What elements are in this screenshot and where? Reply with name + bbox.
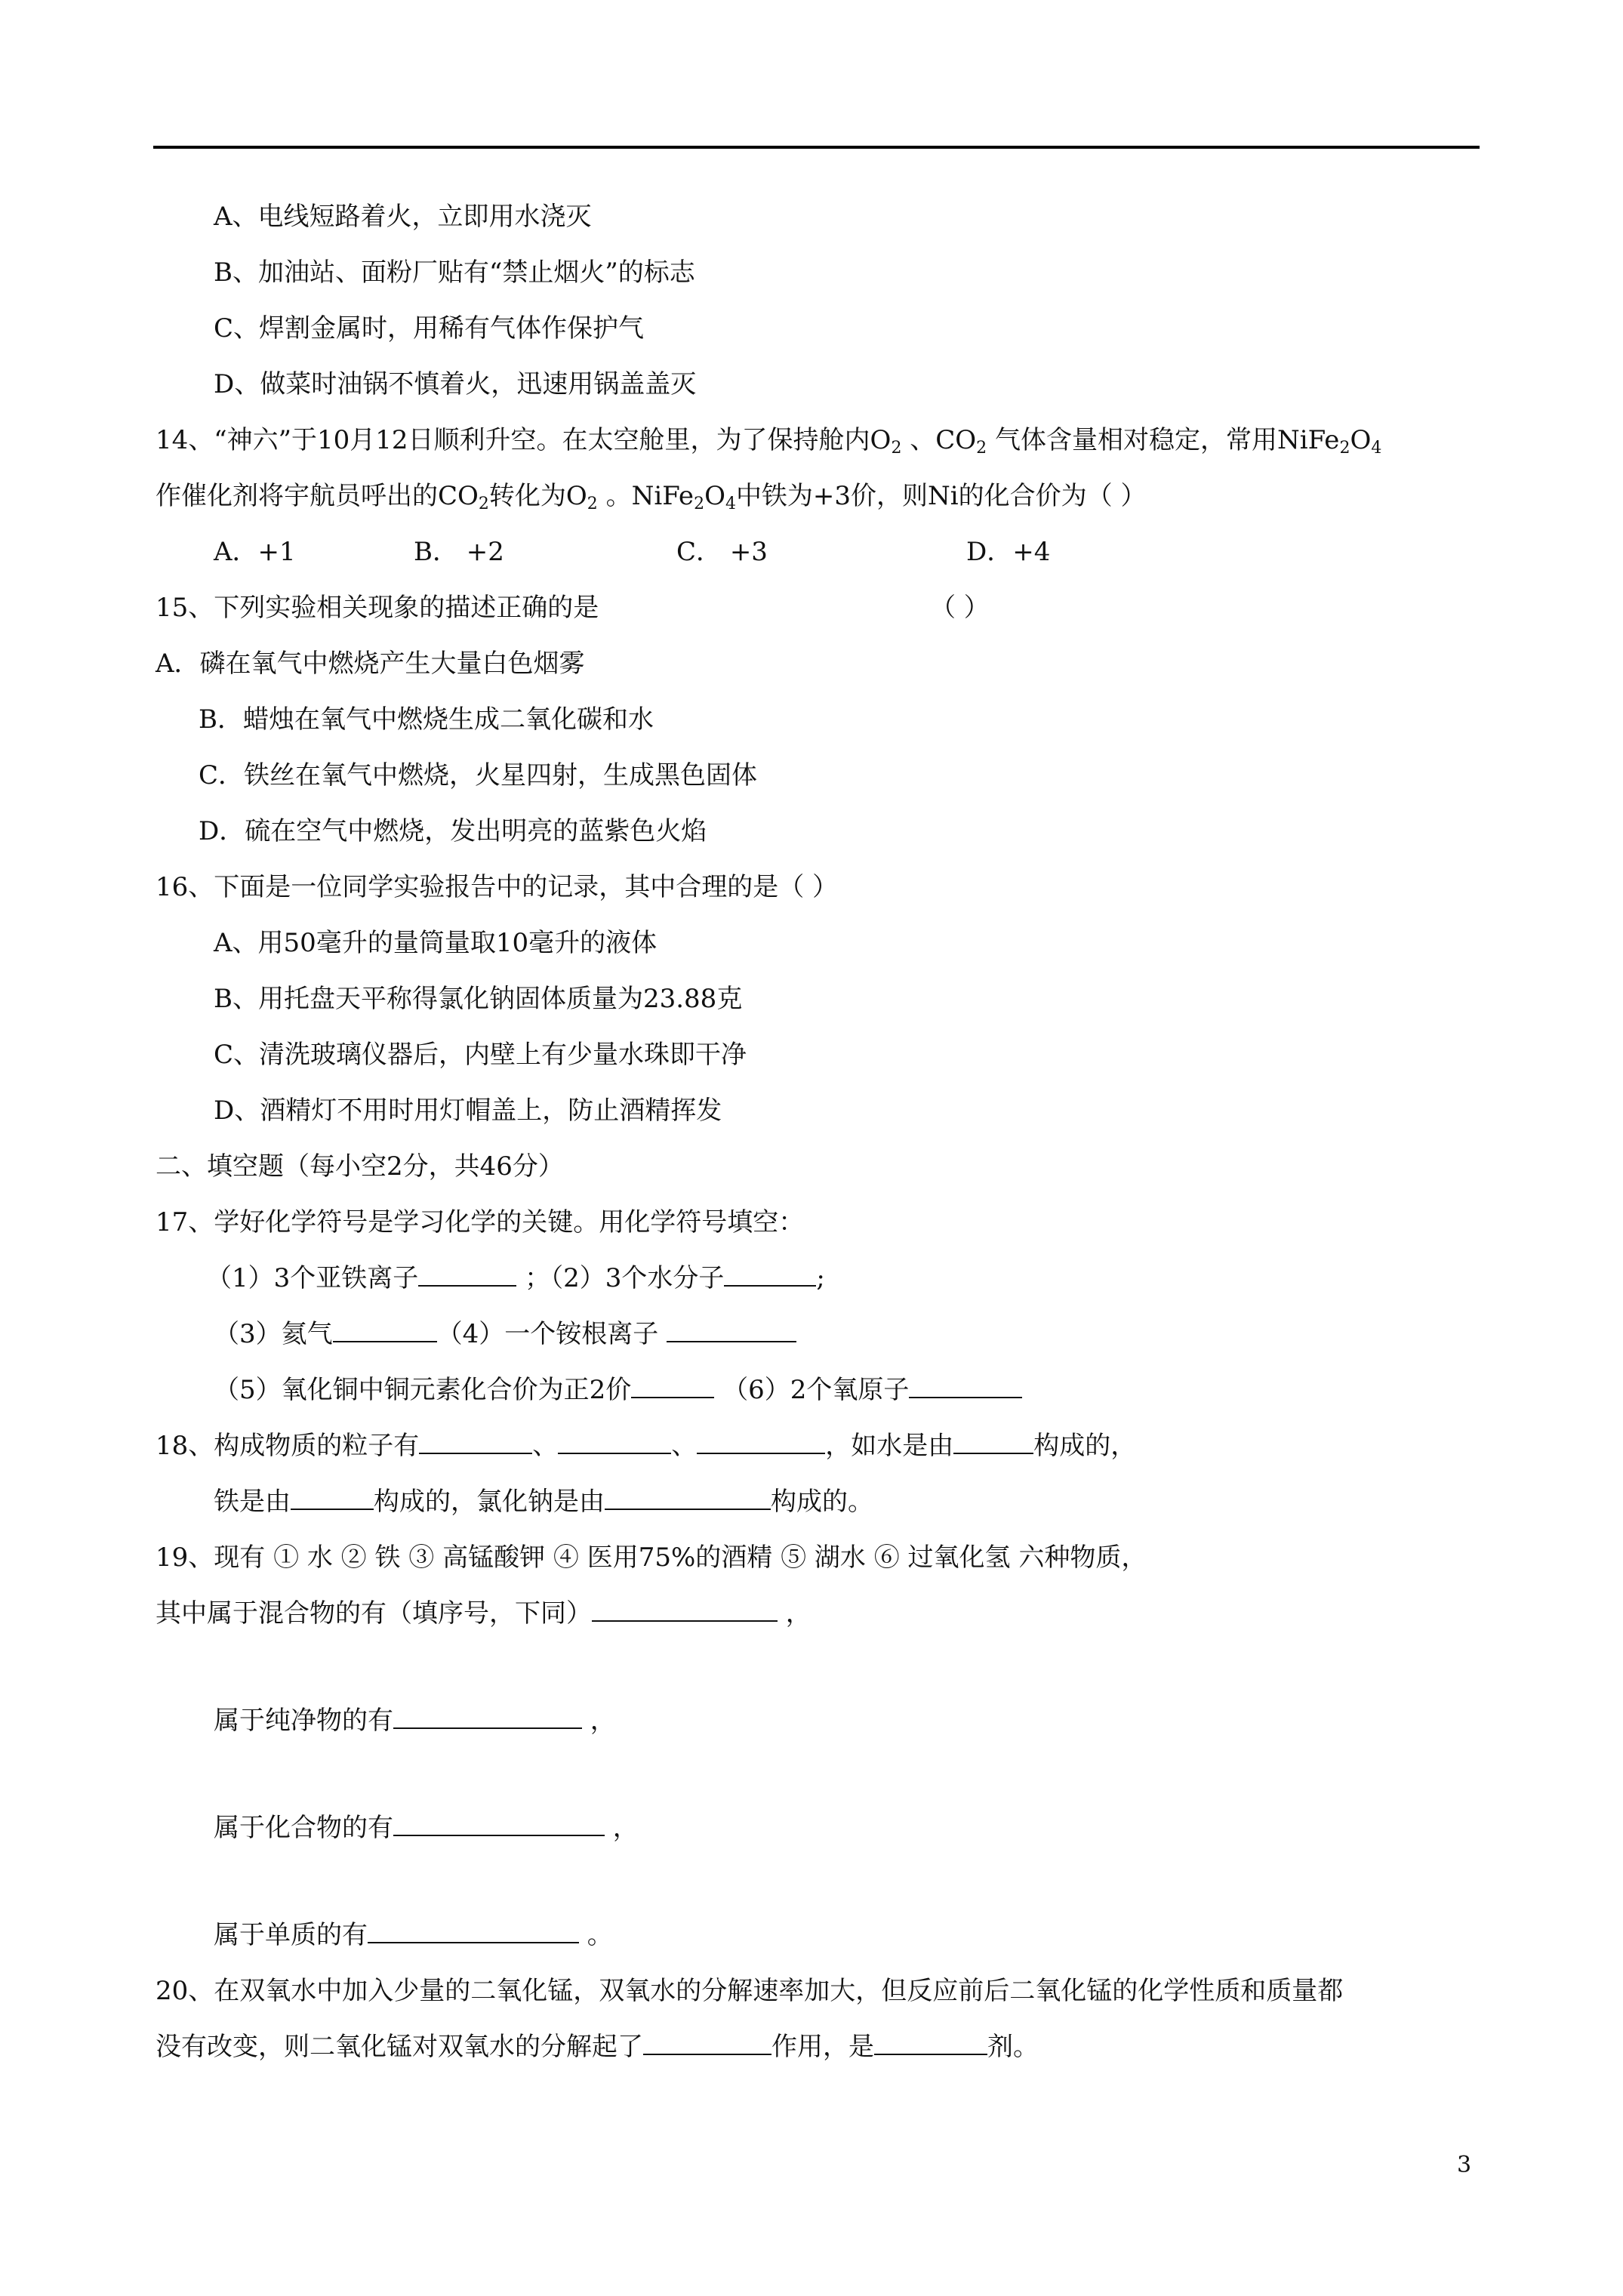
q16-option-d: D、酒精灯不用时用灯帽盖上，防止酒精挥发 [214,1096,722,1126]
q13-option-c: C、焊割金属时，用稀有气体作保护气 [214,313,645,344]
answer-blank [393,1705,582,1729]
q14-stem-line2: 作催化剂将宇航员呼出的$CO_2$转化为$O_2$ 。$NiFe_2O_4$中铁为+3价，则Ni的化合价为（ ） [156,481,1147,513]
q15-option-d: D．硫在空气中燃烧，发出明亮的蓝紫色火焰 [199,816,707,846]
q14-option-d: D．+4 [966,537,1051,567]
q15-option-a: A．磷在氧气中燃烧产生大量白色烟雾 [156,649,585,679]
answer-blank [909,1374,1022,1398]
q16-option-b: B、用托盘天平称得氯化钠固体质量为23.88克 [214,984,743,1014]
q16-stem: 16、下面是一位同学实验报告中的记录，其中合理的是（ ） [156,872,839,902]
q18-line1: 18、构成物质的粒子有 、 、 ，如水是由 构成的， [156,1431,1137,1461]
q19-pure-substances: 属于纯净物的有 ， [214,1706,616,1736]
q18-line2: 铁是由 构成的，氯化钠是由 构成的。 [214,1487,873,1517]
q15-option-c: C．铁丝在氧气中燃烧，火星四射，生成黑色固体 [199,760,758,791]
q15-option-b: B．蜡烛在氧气中燃烧生成二氧化碳和水 [199,704,654,735]
q20-line1: 20、在双氧水中加入少量的二氧化锰，双氧水的分解速率加大，但反应前后二氧化锰的化学性质和质量都 [156,1976,1344,2006]
q19-compounds: 属于化合物的有 ， [214,1813,639,1843]
q17-row2: （3）氦气 （4）一个铵根离子 [214,1317,796,1351]
q14-stem-line1: 14、“神六”于10月12日顺利升空。在太空舱里，为了保持舱内$O_2$ 、$CO_2$ 气体含量相对稳定，常用$NiFe_2O_4$ [156,425,1382,458]
answer-blank [418,1262,516,1287]
q13-option-a: A、电线短路着火，立即用水浇灭 [214,202,592,232]
q16-option-a: A、用50毫升的量筒量取10毫升的液体 [214,928,658,958]
q14-option-c: C． +3 [676,537,768,567]
header-rule [153,146,1480,149]
answer-blank [697,1430,825,1454]
section-heading-fill-in: 二、填空题（每小空2分，共46分） [156,1151,564,1182]
answer-blank [558,1430,671,1454]
q13-option-d: D、做菜时油锅不慎着火，迅速用锅盖盖灭 [214,369,697,399]
answer-blank [874,2031,987,2055]
q15-answer-paren: （ ） [930,593,990,623]
q20-line2: 没有改变，则二氧化锰对双氧水的分解起了 作用，是 剂。 [156,2032,1039,2062]
answer-blank [419,1430,532,1454]
answer-blank [393,1812,605,1836]
q17-stem: 17、学好化学符号是学习化学的关键。用化学符号填空： [156,1207,805,1237]
answer-blank [631,1374,714,1398]
answer-blank [643,2031,771,2055]
answer-blank [368,1919,579,1943]
page-number: 3 [1457,2152,1472,2178]
q15-stem: 15、下列实验相关现象的描述正确的是 [156,593,599,623]
q13-option-b: B、加油站、面粉厂贴有“禁止烟火”的标志 [214,257,695,288]
answer-blank [667,1318,796,1342]
q19-elements: 属于单质的有 。 [214,1920,613,1950]
answer-blank [605,1486,771,1510]
q19-stem: 19、现有 ① 水 ② 铁 ③ 高锰酸钾 ④ 医用75%的酒精 ⑤ 湖水 ⑥ 过氧化氢 六种物质， [156,1542,1147,1573]
q19-mixtures: 其中属于混合物的有（填序号，下同） ， [156,1598,812,1629]
answer-blank [592,1598,778,1622]
q17-row3: （5）氧化铜中铜元素化合价为正2价 （6）2个氧原子 [214,1373,1022,1407]
q17-row1: （1）3个亚铁离子 ；（2）3个水分子 ; [206,1263,825,1293]
q16-option-c: C、清洗玻璃仪器后，内壁上有少量水珠即干净 [214,1040,747,1070]
q14-option-a: A．+1 [214,537,296,567]
answer-blank [724,1262,816,1287]
answer-blank [291,1486,374,1510]
answer-blank [953,1430,1033,1454]
q14-option-b: B． +2 [414,537,504,567]
answer-blank [333,1318,437,1342]
